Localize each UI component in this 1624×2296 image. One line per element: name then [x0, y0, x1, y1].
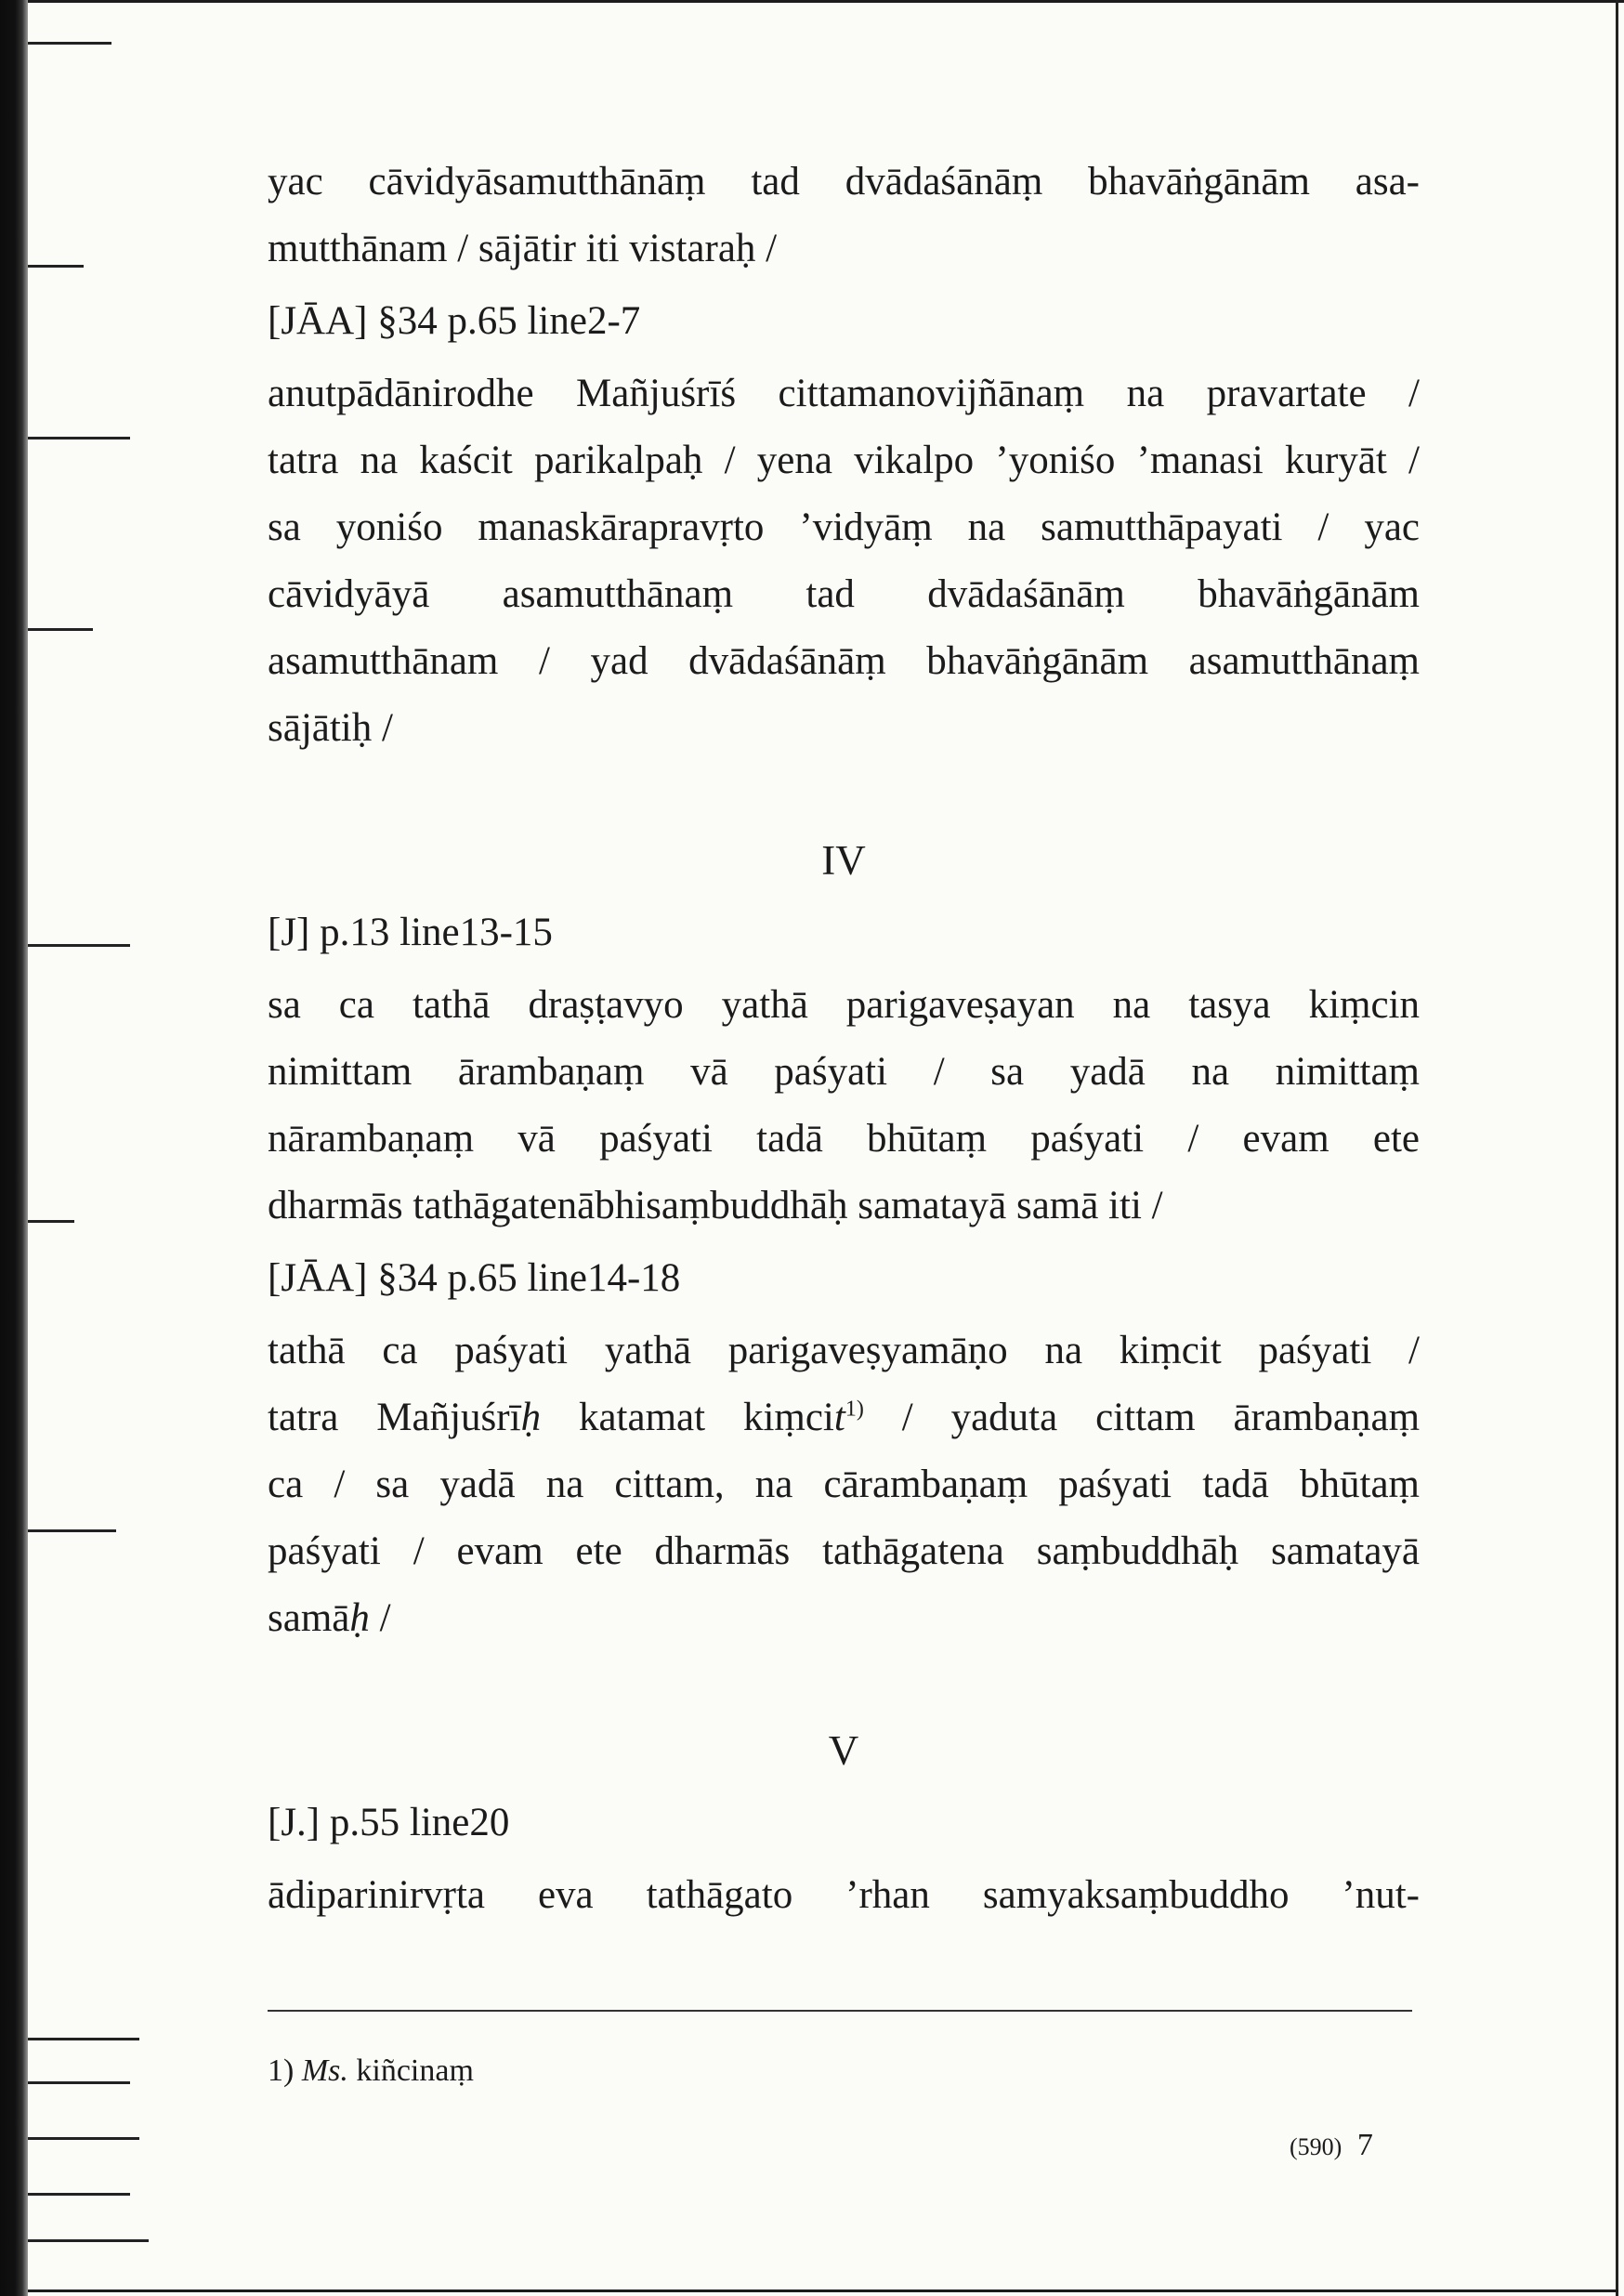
binding-mark: [28, 2193, 130, 2196]
source-reference: [JĀA] §34 p.65 line14-18: [268, 1256, 681, 1300]
scan-binding-edge: [0, 0, 28, 2296]
passage: [268, 972, 1420, 1240]
text-line: nārambaṇaṃ vā paśyati tadā bhūtaṃ paśyati / evam ete: [268, 1117, 1420, 1161]
italic-fragment: ḥ: [520, 1396, 542, 1439]
footnote-marker[interactable]: 1): [845, 1397, 864, 1422]
scan-top-edge: [28, 0, 1624, 3]
text-line: ca / sa yadā na cittam, na cārambaṇaṃ paśyati tadā bhūtaṃ: [268, 1463, 1420, 1506]
binding-mark: [28, 2239, 149, 2242]
scan-right-edge: [1616, 0, 1618, 2296]
footnote-ms-label: Ms.: [301, 2053, 348, 2088]
text-line: yac cāvidyāsamutthānāṃ tad dvādaśānāṃ bhavāṅgānām asa-: [268, 160, 1420, 203]
text-fragment: /: [369, 1596, 391, 1640]
text-line: tathā ca paśyati yathā parigaveṣyamāṇo na kiṃcit paśyati /: [268, 1329, 1420, 1372]
passage: [268, 1318, 1420, 1652]
section-heading: V: [828, 1727, 859, 1774]
binding-mark: [28, 265, 84, 268]
source-reference: [JĀA] §34 p.65 line2-7: [268, 299, 641, 343]
text-line: asamutthānam / yad dvādaśānāṃ bhavāṅgānām asamutthānaṃ: [268, 639, 1420, 683]
text-line: cāvidyāyā asamutthānaṃ tad dvādaśānāṃ bhavāṅgānām: [268, 572, 1420, 616]
source-reference: [J.] p.55 line20: [268, 1801, 510, 1844]
text-fragment: tatra Mañjuśrī: [268, 1396, 521, 1439]
text-line: sa ca tathā draṣṭavyo yathā parigaveṣayan na tasya kiṃcin: [268, 983, 1420, 1027]
footnote: [268, 2051, 474, 2092]
scan-bottom-edge: [28, 2289, 1618, 2292]
text-fragment: samā: [268, 1596, 350, 1640]
source-reference: [J] p.13 line13-15: [268, 911, 553, 954]
footnote-text: kiñcinaṃ: [356, 2053, 474, 2088]
page-number-value: 7: [1356, 2128, 1373, 2162]
text-line: tatra na kaścit parikalpaḥ / yena vikalpo ’yoniśo ’manasi kuryāt /: [268, 439, 1420, 482]
text-line: paśyati / evam ete dharmās tathāgatena saṃbuddhāḥ samatayā: [268, 1529, 1420, 1573]
passage: [268, 361, 1420, 762]
page-number: [1290, 2128, 1373, 2163]
main-text: [268, 149, 1420, 1929]
text-line: sa yoniśo manaskārapravṛto ’vidyāṃ na samutthāpayati / yac: [268, 505, 1420, 549]
binding-mark: [28, 2137, 139, 2140]
text-line: anutpādānirodhe Mañjuśrīś cittamanovijñānaṃ na pravartate /: [268, 372, 1420, 415]
text-line: dharmās tathāgatenābhisaṃbuddhāḥ samatayā samā iti /: [268, 1184, 1163, 1227]
footnote-divider: [268, 2010, 1412, 2012]
text-line: ādiparinirvṛta eva tathāgato ’rhan samyaksaṃbuddho ’nut-: [268, 1873, 1420, 1917]
binding-mark: [28, 1529, 116, 1532]
binding-mark: [28, 2038, 139, 2040]
binding-mark: [28, 42, 111, 45]
page-number-bracketed: (590): [1290, 2133, 1342, 2160]
text-line: [268, 1384, 1420, 1451]
text-line: [268, 1585, 1420, 1652]
italic-fragment: ḥ: [349, 1596, 370, 1640]
binding-mark: [28, 944, 130, 947]
text-fragment: / yaduta cittam ārambaṇaṃ: [863, 1396, 1421, 1439]
text-line: sājātiḥ /: [268, 706, 393, 750]
text-line: mutthānam / sājātir iti vistaraḥ /: [268, 227, 778, 270]
italic-fragment: t: [833, 1396, 845, 1439]
binding-mark: [28, 1220, 74, 1223]
binding-mark: [28, 2081, 130, 2084]
binding-mark: [28, 437, 130, 440]
binding-mark: [28, 628, 93, 631]
text-line: nimittam ārambaṇaṃ vā paśyati / sa yadā na nimittaṃ: [268, 1050, 1420, 1094]
section-heading: IV: [821, 837, 866, 884]
text-fragment: katamat kiṃci: [541, 1396, 834, 1439]
footnote-number: 1): [268, 2053, 295, 2088]
